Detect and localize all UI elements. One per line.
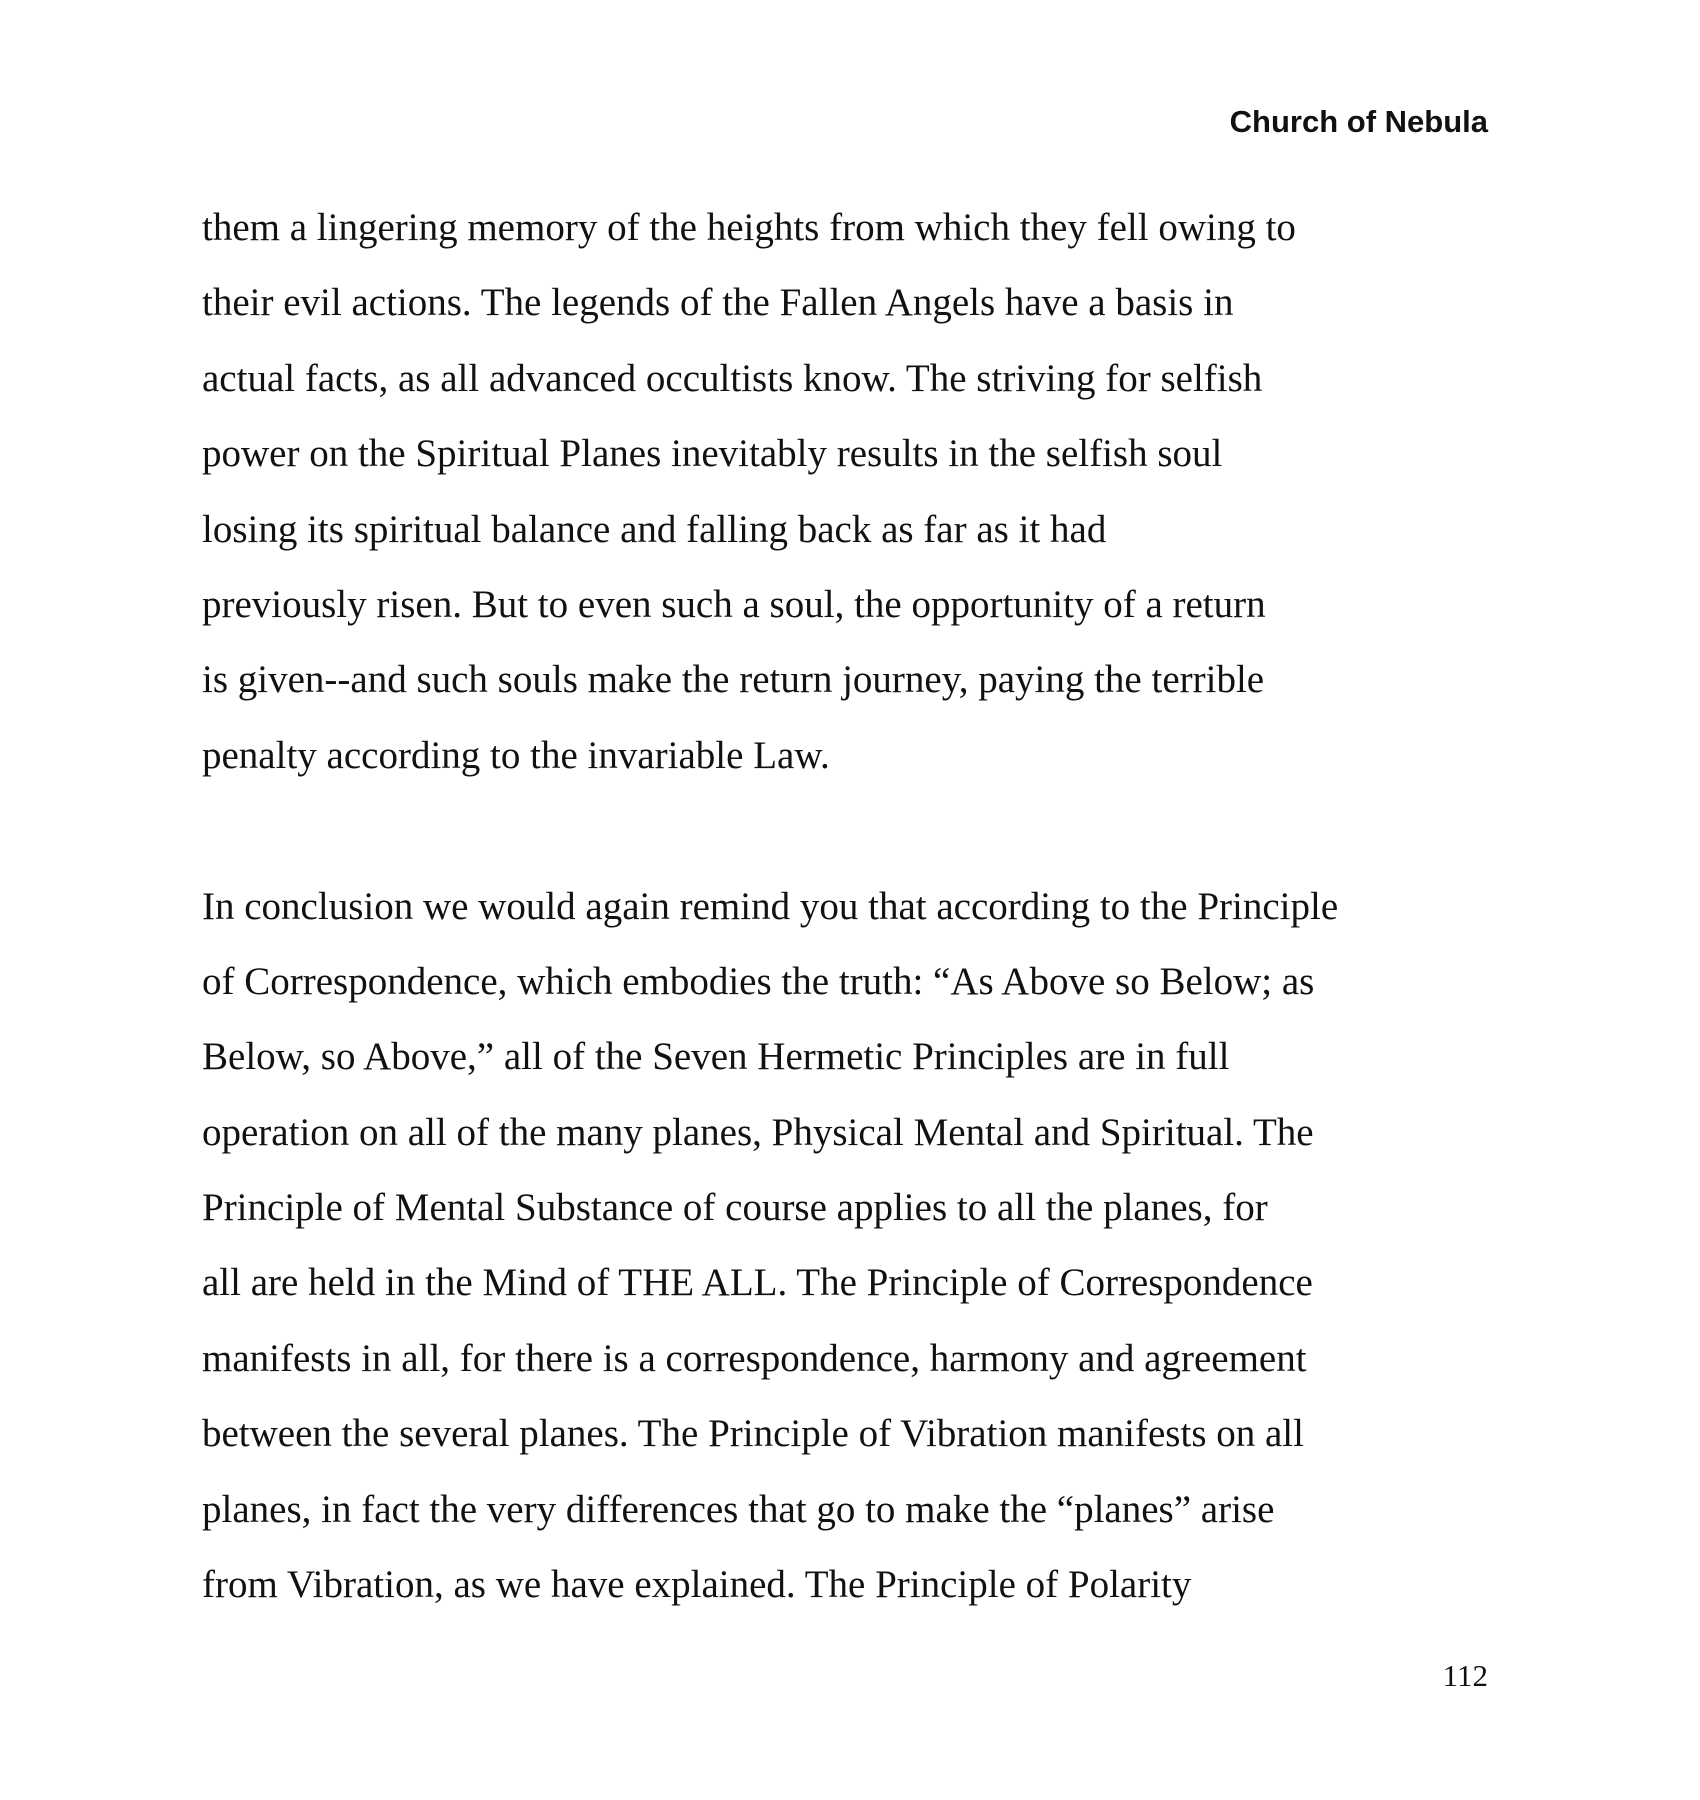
paragraph (202, 190, 1502, 793)
text-line: is given--and such souls make the return journey, paying the terrible (202, 658, 1265, 702)
text-line: losing its spiritual balance and falling back as far as it had (202, 507, 1107, 551)
text-line: Principle of Mental Substance of course applies to all the planes, for (202, 1186, 1268, 1230)
page-number: 112 (1442, 1658, 1488, 1693)
text-line: In conclusion we would again remind you that according to the Principle (202, 884, 1339, 928)
text-line: all are held in the Mind of THE ALL. The Principle of Correspondence (202, 1261, 1313, 1305)
text-line: planes, in fact the very differences that go to make the “planes” arise (202, 1487, 1275, 1531)
text-line: previously risen. But to even such a soul, the opportunity of a return (202, 582, 1266, 626)
text-line: them a lingering memory of the heights from which they fell owing to (202, 206, 1296, 249)
text-line: manifests in all, for there is a correspondence, harmony and agreement (202, 1336, 1307, 1380)
text-line: their evil actions. The legends of the Fallen Angels have a basis in (202, 281, 1234, 325)
text-line: from Vibration, as we have explained. The Principle of Polarity (202, 1563, 1192, 1607)
paragraph (202, 869, 1502, 1623)
text-line: operation on all of the many planes, Physical Mental and Spiritual. The (202, 1110, 1314, 1154)
text-line: Below, so Above,” all of the Seven Hermetic Principles are in full (202, 1035, 1230, 1079)
text-line: penalty according to the invariable Law. (202, 733, 830, 777)
text-line: between the several planes. The Principle of Vibration manifests on all (202, 1412, 1304, 1456)
text-line: actual facts, as all advanced occultists know. The striving for selfish (202, 356, 1263, 400)
running-header: Church of Nebula (1229, 104, 1488, 139)
body-text (202, 190, 1502, 1622)
text-line: of Correspondence, which embodies the truth: “As Above so Below; as (202, 959, 1315, 1003)
paragraph-spacer (202, 793, 1502, 868)
text-line: power on the Spiritual Planes inevitably results in the selfish soul (202, 432, 1223, 476)
